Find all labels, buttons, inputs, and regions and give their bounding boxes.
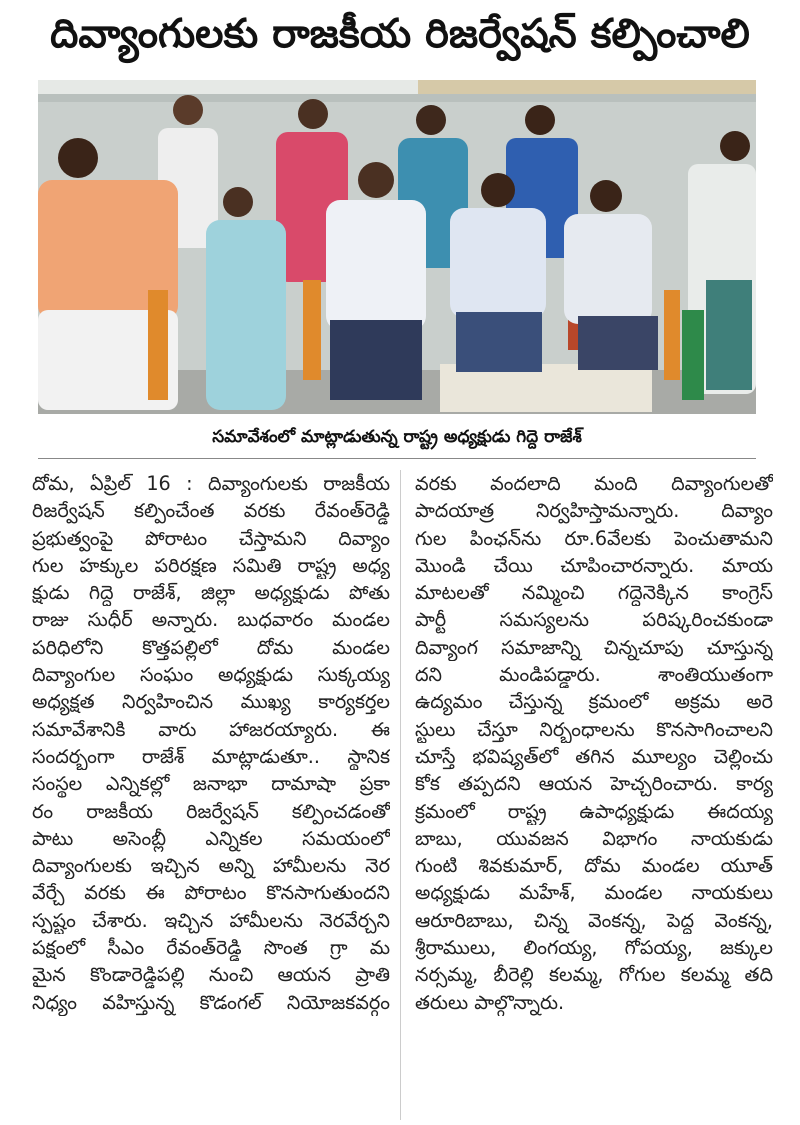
article-line: దివ్యాంగులకు ఇచ్చిన అన్ని హామీలను నెర [32, 854, 390, 878]
article-line: పాటు అసెంబ్లీ ఎన్నికల సమయంలో [32, 826, 390, 850]
article-line: క్రమంలో రాష్ట్ర ఉపాధ్యక్షుడు ఈదయ్య [415, 799, 773, 823]
article-line: ఉద్యమం చేస్తున్న క్రమంలో అక్రమ అరె [415, 690, 773, 714]
article-line: గుల పింఛన్‌ను రూ.6వేలకు పెంచుతామని [415, 526, 773, 550]
article-line: వరకు వందలాది మంది దివ్యాంగులతో [415, 472, 773, 495]
article-line: ప్రభుత్వంపై పోరాటం చేస్తామని దివ్యాం [32, 526, 390, 550]
photo-caption: సమావేశంలో మాట్లాడుతున్న రాష్ట్ర అధ్యక్షుడు గిద్దె రాజేశ్ [38, 420, 756, 459]
article-line: దివ్యాంగుల సంఘం అధ్యక్షుడు సుక్కయ్య [32, 663, 390, 687]
article-line: రం రాజకీయ రిజర్వేషన్ కల్పించడంతో [32, 799, 390, 823]
article-line: పాదయాత్ర నిర్వహిస్తామన్నారు. దివ్యాం [415, 499, 773, 523]
article-line: అధ్యక్షత నిర్వహించిన ముఖ్య కార్యకర్తల [32, 690, 390, 714]
article-line: దివ్యాంగ సమాజాన్ని చిన్నచూపు చూస్తున్న [415, 635, 773, 659]
article-line: పక్షంలో సీఎం రేవంత్‌రెడ్డి సొంత గ్రా మ [32, 936, 390, 960]
article-line: దోమ, ఏప్రిల్ 16 : దివ్యాంగులకు రాజకీయ [32, 472, 390, 495]
article-line: స్టులు చేస్తూ నిర్బంధాలను కొనసాగించాలని [415, 717, 773, 741]
article-line: గుంటి శివకుమార్, దోమ మండల యూత్ [415, 854, 773, 878]
article-line: సంస్థల ఎన్నికల్లో జనాభా దామాషా ప్రకా [32, 772, 390, 796]
article-line: మైన కొండారెడ్డిపల్లి నుంచి ఆయన ప్రాతి [32, 963, 390, 987]
article-line: సందర్భంగా రాజేశ్ మాట్లాడుతూ.. స్థానిక [32, 744, 390, 768]
article-line: ఆరూరిబాబు, చిన్న వెంకన్న, పెద్ద వెంకన్న, [415, 908, 773, 932]
column-divider [400, 470, 401, 1120]
article-column-right [415, 470, 773, 1016]
article-line: సమావేశానికి వారు హాజరయ్యారు. ఈ [32, 717, 390, 741]
article-line: గుల హక్కుల పరిరక్షణ సమితి రాష్ట్ర అధ్య [32, 553, 390, 577]
article-line: పరిధిలోని కొత్తపల్లిలో దోమ మండల [32, 635, 390, 659]
article-line: తరులు పాల్గొన్నారు. [415, 990, 565, 1014]
article-line: వేర్చే వరకు ఈ పోరాటం కొనసాగుతుందని [32, 881, 390, 905]
group-photo [38, 80, 756, 414]
article-line: అధ్యక్షుడు మహేశ్, మండల నాయకులు [415, 881, 773, 905]
article-line: క్షుడు గిద్దె రాజేశ్, జిల్లా అధ్యక్షుడు పోతు [32, 581, 390, 605]
article-line: మొండి చేయి చూపించారన్నారు. మాయ [415, 553, 773, 577]
article-line: దని మండిపడ్డారు. శాంతియుతంగా [415, 663, 773, 687]
headline: దివ్యాంగులకు రాజకీయ రిజర్వేషన్ కల్పించాలి [50, 11, 750, 57]
article-line: కోక తప్పదని ఆయన హెచ్చరించారు. కార్య [415, 772, 773, 796]
article-line: మాటలతో నమ్మించి గద్దెనెక్కిన కాంగ్రెస్ [415, 581, 773, 605]
article-line: పార్టీ సమస్యలను పరిష్కరించకుండా [415, 608, 773, 632]
article-line: శ్రీరాములు, లింగయ్య, గోపయ్య, జక్కుల [415, 936, 773, 960]
article-line: నర్సమ్మ, బీరెల్లి కలమ్మ, గోగుల కలమ్మ తది [415, 963, 773, 987]
article-line: బాబు, యువజన విభాగం నాయకుడు [415, 826, 773, 850]
article-line: రిజర్వేషన్ కల్పించేంత వరకు రేవంత్‌రెడ్డి [32, 499, 390, 523]
article-line: స్పష్టం చేశారు. ఇచ్చిన హామీలను నెరవేర్చని [32, 908, 390, 932]
article-line: నిధ్యం వహిస్తున్న కొడంగల్ నియోజకవర్గం [32, 990, 390, 1014]
article-line: చూస్తే భవిష్యత్‌లో తగిన మూల్యం చెల్లించు [415, 744, 773, 768]
article-column-left [32, 470, 390, 1016]
article-line: రాజు సుధీర్ అన్నారు. బుధవారం మండల [32, 608, 390, 632]
